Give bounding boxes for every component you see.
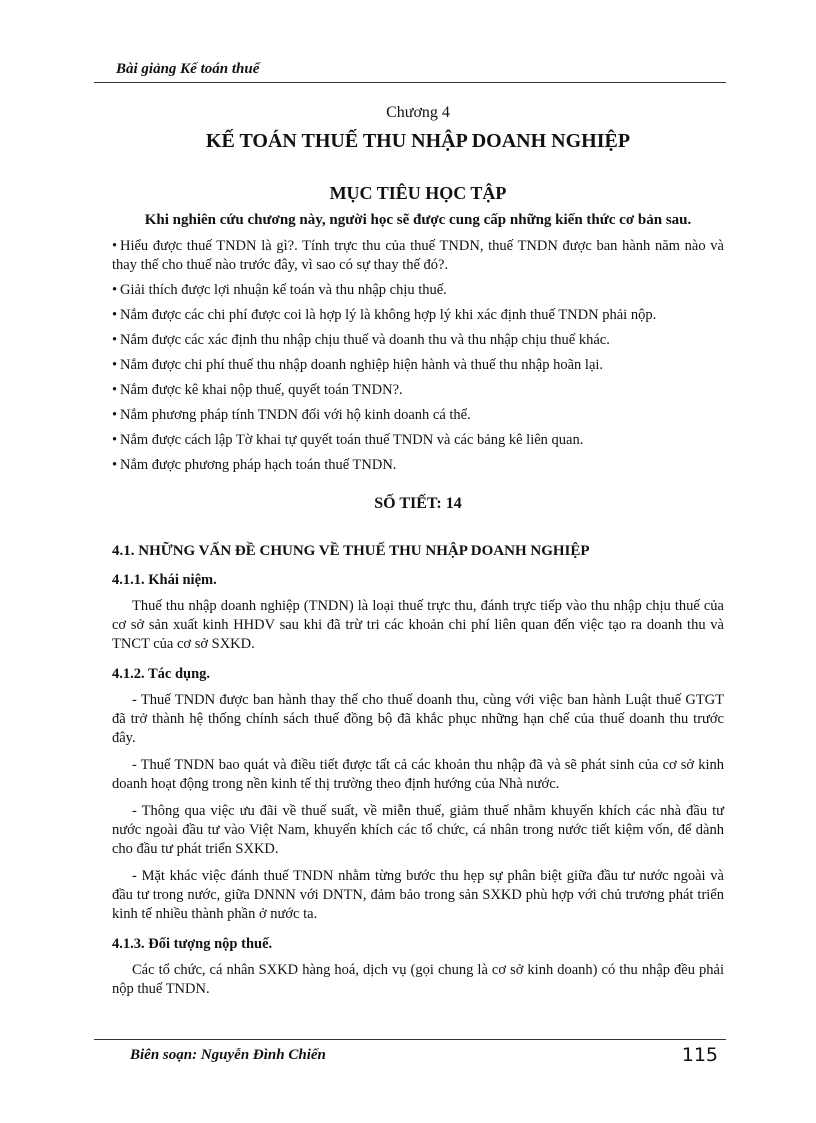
page-footer xyxy=(94,1039,726,1070)
bullet-icon: • xyxy=(112,332,118,348)
bullet-icon: • xyxy=(112,432,118,448)
section-heading: 4.1. NHỮNG VẤN ĐỀ CHUNG VỀ THUẾ THU NHẬP DOANH NGHIỆP xyxy=(112,543,590,559)
bullet-icon: • xyxy=(112,238,118,254)
objective-item xyxy=(112,431,724,450)
objectives-list xyxy=(112,237,724,475)
effect-heading: 4.1.2. Tác dụng. xyxy=(112,666,211,682)
objective-item xyxy=(112,406,724,425)
objective-item xyxy=(112,281,724,300)
taxpayers-paragraph: Các tổ chức, cá nhân SXKD hàng hoá, dịch vụ (gọi chung là cơ sở kinh doanh) có thu nhập đều phải nộp thuế TNDN. xyxy=(112,962,724,997)
footer-author: Biên soạn: Nguyễn Đình Chiến xyxy=(130,1047,326,1063)
objectives-intro: Khi nghiên cứu chương này, người học sẽ được cung cấp những kiến thức cơ bản sau. xyxy=(144,212,692,228)
objective-text: Nắm được các xác định thu nhập chịu thuế và doanh thu và thu nhập chịu thuế khác. xyxy=(120,332,610,348)
objective-text: Nắm phương pháp tính TNDN đối với hộ kinh doanh cá thể. xyxy=(120,407,471,423)
objective-item xyxy=(112,331,724,350)
objective-item xyxy=(112,237,724,275)
effect-paragraph: - Thông qua việc ưu đãi về thuế suất, về miễn thuế, giảm thuế nhằm khuyến khích các nhà đầu tư nước ngoài đầu tư vào Việt Nam, khuyến khích các tổ chức, cá nhân trong nước tiết kiệm vốn, để dành cho đầu tư phát triển SXKD. xyxy=(112,803,724,857)
effect-paragraph: - Thuế TNDN được ban hành thay thế cho thuế doanh thu, cùng với việc ban hành Luật thuế GTGT đã trở thành hệ thống chính sách thuế đồng bộ đã khắc phục những hạn chế của thuế doanh thu trước đây. xyxy=(112,692,724,746)
objective-text: Nắm được các chi phí được coi là hợp lý là không hợp lý khi xác định thuế TNDN phải nộp. xyxy=(120,307,657,323)
concept-paragraph: Thuế thu nhập doanh nghiệp (TNDN) là loại thuế trực thu, đánh trực tiếp vào thu nhập chịu thuế của cơ sở sản xuất kinh HHDV sau khi đã trừ tri các khoản chi phí liên quan đến việc tạo ra doanh thu và TNCT của cơ sở SXKD. xyxy=(112,598,724,652)
bullet-icon: • xyxy=(112,282,118,298)
effect-paragraph: - Mặt khác việc đánh thuế TNDN nhằm từng bước thu hẹp sự phân biệt giữa đầu tư nước ngoài và đầu tư trong nước, giữa DNNN với DNTN, đảm bảo trong sản SXKD phù hợp với chủ trương phát triển kinh tế nhiều thành phần ở nước ta. xyxy=(112,868,724,922)
page-header xyxy=(94,56,726,83)
objectives-heading: MỤC TIÊU HỌC TẬP xyxy=(329,183,507,203)
objective-text: Nắm được cách lập Tờ khai tự quyết toán thuế TNDN và các bảng kê liên quan. xyxy=(120,432,584,448)
periods-count: SỐ TIẾT: 14 xyxy=(374,495,462,512)
bullet-icon: • xyxy=(112,357,118,373)
objective-item xyxy=(112,456,724,475)
objective-item xyxy=(112,306,724,325)
page-number: 115 xyxy=(681,1044,718,1066)
bullet-icon: • xyxy=(112,407,118,423)
page-content xyxy=(112,98,724,999)
objective-text: Hiểu được thuế TNDN là gì?. Tính trực thu của thuế TNDN, thuế TNDN được ban hành năm nào và thay thế cho thuế nào trước đây, vì sao có sự thay thế đó?. xyxy=(112,238,724,273)
bullet-icon: • xyxy=(112,307,118,323)
bullet-icon: • xyxy=(112,457,118,473)
objective-text: Nắm được kê khai nộp thuế, quyết toán TNDN?. xyxy=(120,382,403,398)
bullet-icon: • xyxy=(112,382,118,398)
effect-paragraph: - Thuế TNDN bao quát và điều tiết được tất cả các khoản thu nhập đã và sẽ phát sinh của cơ sở kinh doanh hoạt động trong nền kinh tế thị trường theo định hướng của Nhà nước. xyxy=(112,757,724,792)
header-title: Bài giảng Kế toán thuế xyxy=(116,61,260,77)
objective-text: Giải thích được lợi nhuận kế toán và thu nhập chịu thuế. xyxy=(120,282,447,298)
chapter-label: Chương 4 xyxy=(386,104,450,121)
objective-item xyxy=(112,356,724,375)
concept-heading: 4.1.1. Khái niệm. xyxy=(112,572,217,588)
objective-text: Nắm được chi phí thuế thu nhập doanh nghiệp hiện hành và thuế thu nhập hoãn lại. xyxy=(120,357,604,373)
objective-text: Nắm được phương pháp hạch toán thuế TNDN. xyxy=(120,457,397,473)
taxpayers-heading: 4.1.3. Đối tượng nộp thuế. xyxy=(112,936,273,952)
chapter-title: KẾ TOÁN THUẾ THU NHẬP DOANH NGHIỆP xyxy=(205,130,631,152)
objective-item xyxy=(112,381,724,400)
